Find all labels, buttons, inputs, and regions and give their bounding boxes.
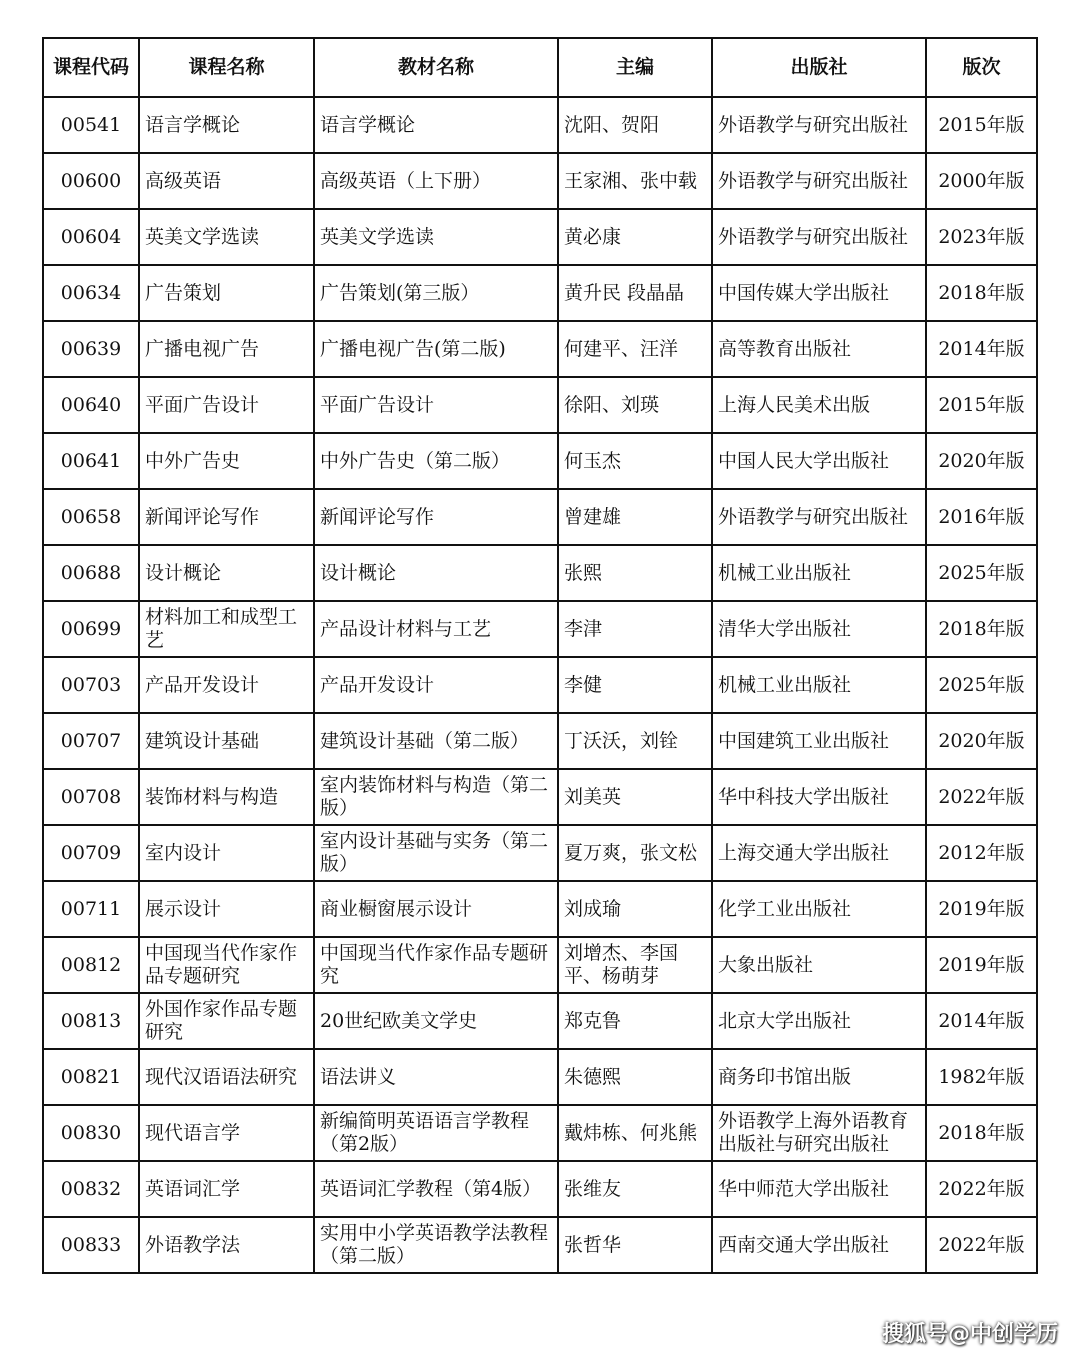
table-row <box>43 937 1037 993</box>
edition-cell: 2023年版 <box>926 209 1037 265</box>
table-row <box>43 489 1037 545</box>
editor-cell: 李津 <box>558 601 712 657</box>
edition-cell: 2014年版 <box>926 321 1037 377</box>
table-row <box>43 153 1037 209</box>
textbook-name-cell: 语言学概论 <box>314 97 558 153</box>
editor-cell: 刘成瑜 <box>558 881 712 937</box>
textbook-name-cell: 高级英语（上下册） <box>314 153 558 209</box>
publisher-cell: 机械工业出版社 <box>712 657 926 713</box>
edition-cell: 2020年版 <box>926 713 1037 769</box>
course-code-cell: 00813 <box>43 993 139 1049</box>
textbook-name-cell: 语法讲义 <box>314 1049 558 1105</box>
table-row <box>43 433 1037 489</box>
textbook-name-cell: 英美文学选读 <box>314 209 558 265</box>
table-row <box>43 97 1037 153</box>
course-name-cell: 设计概论 <box>139 545 314 601</box>
header-editor: 主编 <box>558 38 712 97</box>
course-code-cell: 00600 <box>43 153 139 209</box>
edition-cell: 2018年版 <box>926 265 1037 321</box>
edition-cell: 2025年版 <box>926 657 1037 713</box>
edition-cell: 2022年版 <box>926 769 1037 825</box>
course-name-cell: 英语词汇学 <box>139 1161 314 1217</box>
textbook-name-cell: 建筑设计基础（第二版） <box>314 713 558 769</box>
course-code-cell: 00541 <box>43 97 139 153</box>
table-row <box>43 377 1037 433</box>
editor-cell: 王家湘、张中载 <box>558 153 712 209</box>
publisher-cell: 机械工业出版社 <box>712 545 926 601</box>
publisher-cell: 外语教学与研究出版社 <box>712 489 926 545</box>
course-name-cell: 中国现当代作家作品专题研究 <box>139 937 314 993</box>
course-code-cell: 00658 <box>43 489 139 545</box>
editor-cell: 何建平、汪洋 <box>558 321 712 377</box>
publisher-cell: 中国人民大学出版社 <box>712 433 926 489</box>
edition-cell: 2018年版 <box>926 601 1037 657</box>
course-name-cell: 高级英语 <box>139 153 314 209</box>
editor-cell: 郑克鲁 <box>558 993 712 1049</box>
textbook-name-cell: 商业橱窗展示设计 <box>314 881 558 937</box>
publisher-cell: 外语教学上海外语教育出版社与研究出版社 <box>712 1105 926 1161</box>
edition-cell: 2015年版 <box>926 97 1037 153</box>
course-name-cell: 语言学概论 <box>139 97 314 153</box>
course-code-cell: 00830 <box>43 1105 139 1161</box>
textbook-name-cell: 实用中小学英语教学法教程（第二版） <box>314 1217 558 1273</box>
course-name-cell: 广告策划 <box>139 265 314 321</box>
header-row <box>43 38 1037 97</box>
textbook-name-cell: 新闻评论写作 <box>314 489 558 545</box>
textbook-name-cell: 广播电视广告(第二版) <box>314 321 558 377</box>
course-code-cell: 00640 <box>43 377 139 433</box>
watermark: 搜狐号@中创学历 <box>881 1322 1058 1347</box>
editor-cell: 徐阳、刘瑛 <box>558 377 712 433</box>
publisher-cell: 外语教学与研究出版社 <box>712 153 926 209</box>
course-code-cell: 00709 <box>43 825 139 881</box>
edition-cell: 2022年版 <box>926 1217 1037 1273</box>
publisher-cell: 化学工业出版社 <box>712 881 926 937</box>
publisher-cell: 西南交通大学出版社 <box>712 1217 926 1273</box>
editor-cell: 张哲华 <box>558 1217 712 1273</box>
course-code-cell: 00832 <box>43 1161 139 1217</box>
table-row <box>43 601 1037 657</box>
publisher-cell: 上海交通大学出版社 <box>712 825 926 881</box>
textbook-name-cell: 英语词汇学教程（第4版） <box>314 1161 558 1217</box>
table-row <box>43 1161 1037 1217</box>
course-code-cell: 00641 <box>43 433 139 489</box>
textbook-name-cell: 平面广告设计 <box>314 377 558 433</box>
editor-cell: 张维友 <box>558 1161 712 1217</box>
editor-cell: 曾建雄 <box>558 489 712 545</box>
textbook-name-cell: 20世纪欧美文学史 <box>314 993 558 1049</box>
edition-cell: 2018年版 <box>926 1105 1037 1161</box>
publisher-cell: 大象出版社 <box>712 937 926 993</box>
edition-cell: 1982年版 <box>926 1049 1037 1105</box>
publisher-cell: 外语教学与研究出版社 <box>712 97 926 153</box>
table-row <box>43 321 1037 377</box>
editor-cell: 沈阳、贺阳 <box>558 97 712 153</box>
course-code-cell: 00812 <box>43 937 139 993</box>
editor-cell: 朱德熙 <box>558 1049 712 1105</box>
course-name-cell: 现代语言学 <box>139 1105 314 1161</box>
edition-cell: 2012年版 <box>926 825 1037 881</box>
textbook-name-cell: 中国现当代作家作品专题研究 <box>314 937 558 993</box>
course-name-cell: 新闻评论写作 <box>139 489 314 545</box>
textbook-name-cell: 室内装饰材料与构造（第二版） <box>314 769 558 825</box>
publisher-cell: 上海人民美术出版 <box>712 377 926 433</box>
editor-cell: 黄升民 段晶晶 <box>558 265 712 321</box>
publisher-cell: 中国传媒大学出版社 <box>712 265 926 321</box>
editor-cell: 夏万爽，张文松 <box>558 825 712 881</box>
course-name-cell: 平面广告设计 <box>139 377 314 433</box>
course-code-cell: 00688 <box>43 545 139 601</box>
table-row <box>43 713 1037 769</box>
edition-cell: 2025年版 <box>926 545 1037 601</box>
edition-cell: 2014年版 <box>926 993 1037 1049</box>
course-name-cell: 广播电视广告 <box>139 321 314 377</box>
table-row <box>43 657 1037 713</box>
publisher-cell: 外语教学与研究出版社 <box>712 209 926 265</box>
header-course-code: 课程代码 <box>43 38 139 97</box>
course-code-cell: 00699 <box>43 601 139 657</box>
course-code-cell: 00833 <box>43 1217 139 1273</box>
header-textbook-name: 教材名称 <box>314 38 558 97</box>
course-code-cell: 00821 <box>43 1049 139 1105</box>
textbook-table <box>42 37 1038 1274</box>
textbook-name-cell: 中外广告史（第二版） <box>314 433 558 489</box>
course-name-cell: 外语教学法 <box>139 1217 314 1273</box>
editor-cell: 丁沃沃，刘铨 <box>558 713 712 769</box>
table-row <box>43 545 1037 601</box>
textbook-name-cell: 广告策划(第三版） <box>314 265 558 321</box>
textbook-name-cell: 产品开发设计 <box>314 657 558 713</box>
textbook-name-cell: 室内设计基础与实务（第二版） <box>314 825 558 881</box>
editor-cell: 刘增杰、李国平、杨萌芽 <box>558 937 712 993</box>
edition-cell: 2000年版 <box>926 153 1037 209</box>
table-row <box>43 1217 1037 1273</box>
course-code-cell: 00707 <box>43 713 139 769</box>
editor-cell: 戴炜栋、何兆熊 <box>558 1105 712 1161</box>
edition-cell: 2019年版 <box>926 937 1037 993</box>
course-code-cell: 00639 <box>43 321 139 377</box>
editor-cell: 刘美英 <box>558 769 712 825</box>
textbook-name-cell: 新编简明英语语言学教程（第2版） <box>314 1105 558 1161</box>
textbook-name-cell: 产品设计材料与工艺 <box>314 601 558 657</box>
course-name-cell: 材料加工和成型工艺 <box>139 601 314 657</box>
course-code-cell: 00711 <box>43 881 139 937</box>
editor-cell: 黄必康 <box>558 209 712 265</box>
textbook-name-cell: 设计概论 <box>314 545 558 601</box>
editor-cell: 何玉杰 <box>558 433 712 489</box>
course-code-cell: 00634 <box>43 265 139 321</box>
header-course-name: 课程名称 <box>139 38 314 97</box>
table-body <box>43 97 1037 1273</box>
publisher-cell: 华中科技大学出版社 <box>712 769 926 825</box>
course-name-cell: 中外广告史 <box>139 433 314 489</box>
course-name-cell: 装饰材料与构造 <box>139 769 314 825</box>
publisher-cell: 北京大学出版社 <box>712 993 926 1049</box>
editor-cell: 李健 <box>558 657 712 713</box>
table-row <box>43 1049 1037 1105</box>
course-code-cell: 00604 <box>43 209 139 265</box>
course-name-cell: 英美文学选读 <box>139 209 314 265</box>
course-name-cell: 室内设计 <box>139 825 314 881</box>
editor-cell: 张熙 <box>558 545 712 601</box>
table-row <box>43 881 1037 937</box>
table-row <box>43 825 1037 881</box>
edition-cell: 2016年版 <box>926 489 1037 545</box>
table-row <box>43 209 1037 265</box>
course-name-cell: 建筑设计基础 <box>139 713 314 769</box>
table-row <box>43 769 1037 825</box>
course-name-cell: 产品开发设计 <box>139 657 314 713</box>
course-code-cell: 00703 <box>43 657 139 713</box>
course-code-cell: 00708 <box>43 769 139 825</box>
table-row <box>43 1105 1037 1161</box>
publisher-cell: 华中师范大学出版社 <box>712 1161 926 1217</box>
publisher-cell: 清华大学出版社 <box>712 601 926 657</box>
publisher-cell: 中国建筑工业出版社 <box>712 713 926 769</box>
edition-cell: 2022年版 <box>926 1161 1037 1217</box>
edition-cell: 2015年版 <box>926 377 1037 433</box>
header-publisher: 出版社 <box>712 38 926 97</box>
edition-cell: 2020年版 <box>926 433 1037 489</box>
table-row <box>43 993 1037 1049</box>
edition-cell: 2019年版 <box>926 881 1037 937</box>
course-name-cell: 外国作家作品专题研究 <box>139 993 314 1049</box>
course-name-cell: 展示设计 <box>139 881 314 937</box>
course-name-cell: 现代汉语语法研究 <box>139 1049 314 1105</box>
publisher-cell: 高等教育出版社 <box>712 321 926 377</box>
publisher-cell: 商务印书馆出版 <box>712 1049 926 1105</box>
table-row <box>43 265 1037 321</box>
header-edition: 版次 <box>926 38 1037 97</box>
